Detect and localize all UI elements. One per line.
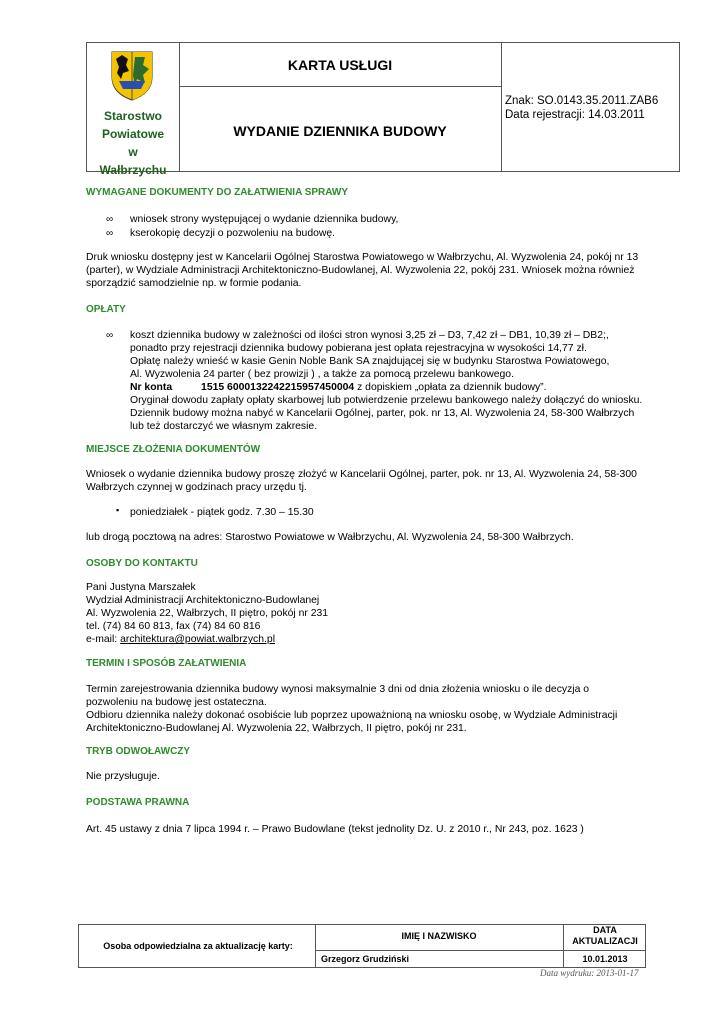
podstawa-text: Art. 45 ustawy z dnia 7 lipca 1994 r. – Prawo Budowlane (tekst jednolity Dz. U. z 2010 r., Nr 243, poz. 1623 )	[86, 824, 584, 835]
org-line-4: Wałbrzychu	[99, 163, 167, 177]
coat-of-arms-icon	[109, 49, 155, 101]
text-line: Al. Wyzwolenia 24 parter ( bez prowizji ) , a także za pomocą przelewu bankowego.	[130, 369, 514, 380]
text-line: Wałbrzych czynnej w godzinach pracy urzędu tj.	[86, 482, 307, 493]
text-line: Al. Wyzwolenia 22, Wałbrzych, II piętro, pokój nr 231	[86, 608, 329, 619]
print-date: Data wydruku: 2013-01-17	[540, 968, 639, 978]
email-label: e-mail:	[86, 634, 121, 645]
bullet-icon: ∞	[106, 228, 114, 239]
account-label: Nr konta	[130, 382, 173, 393]
header-meta	[505, 94, 658, 122]
org-line-1: Starostwo	[103, 109, 162, 123]
square-bullet-icon: ▪	[116, 505, 120, 515]
account-number: 1515 6000132242215957450004	[201, 382, 355, 393]
text-line: sporządzić samodzielnie np. w formie podania.	[86, 278, 302, 289]
text-line: Opłatę należy wnieść w kasie Genin Noble Bank SA znajdującej się w budynku Starostwa Powiatowego,	[130, 356, 610, 367]
header-table	[86, 42, 680, 177]
bullet-icon: ∞	[106, 330, 114, 341]
section-heading-miejsce: MIEJSCE ZŁOŻENIA DOKUMENTÓW	[86, 444, 261, 455]
list-item: wniosek strony występującej o wydanie dziennika budowy,	[130, 214, 399, 225]
footer-col-name: IMIĘ I NAZWISKO	[401, 931, 477, 941]
text-line: tel. (74) 84 60 813, fax (74) 84 60 816	[86, 621, 261, 632]
account-note: z dopiskiem „opłata za dziennik budowy”.	[357, 382, 547, 393]
znak-text: Znak: SO.0143.35.2011.ZAB6	[505, 95, 659, 107]
org-line-2: Powiatowe	[101, 127, 164, 141]
registration-date: Data rejestracji: 14.03.2011	[505, 109, 645, 121]
section-heading-wymagane: WYMAGANE DOKUMENTY DO ZAŁATWIENIA SPRAWY	[86, 187, 349, 198]
text-line: pozwoleniu na budowę jest ostateczna.	[86, 697, 267, 708]
col-date-line-1: DATA	[593, 925, 617, 935]
responsible-person: Grzegorz Grudziński	[321, 954, 410, 964]
text-line: Oryginał dowodu zapłaty opłaty skarbowej lub potwierdzenie przelewu bankowego należy dołączyć do wniosku.	[130, 395, 643, 406]
bank-account-line	[130, 381, 673, 394]
section-heading-oplaty: OPŁATY	[86, 304, 126, 315]
footer-col-date	[563, 925, 647, 947]
text-line: Dziennik budowy można nabyć w Kancelarii Ogólnej, parter, pok. nr 13, Al. Wyzwolenia 24, 58-300 Wałbrzych	[130, 408, 635, 419]
header-title-cell	[179, 43, 502, 171]
text-line: koszt dziennika budowy w zależności od ilości stron wynosi 3,25 zł – D3, 7,42 zł – DB1, 10,39 zł – DB2;,	[130, 330, 609, 341]
email-link[interactable]: architektura@powiat.walbrzych.pl	[120, 634, 276, 645]
tryb-text: Nie przysługuje.	[86, 771, 160, 782]
footer-label: Osoba odpowiedzialna za aktualizację karty:	[103, 941, 293, 951]
oplaty-block	[130, 329, 673, 433]
email-line	[86, 633, 676, 646]
section-heading-podstawa: PODSTAWA PRAWNA	[86, 797, 190, 808]
text-line: Termin zarejestrowania dziennika budowy wynosi maksymalnie 3 dni od dnia złożenia wniosku o ile decyzja o	[86, 684, 590, 695]
text-line: ponadto przy rejestracji dziennika budowy pobierana jest opłata rejestracyjna w wysokości 14,77 zł.	[130, 343, 587, 354]
text-line: (parter), w Wydziale Administracji Architektoniczno-Budowlanej, Al. Wyzwolenia 22, pokój 231. Wniosek można również	[86, 265, 635, 276]
section-heading-termin: TERMIN I SPOSÓB ZAŁATWIENIA	[86, 658, 247, 669]
text-line: Wniosek o wydanie dziennika budowy proszę złożyć w Kancelarii Ogólnej, parter, pok. nr 13, Al. Wyzwolenia 24, 58-300	[86, 469, 637, 480]
text-line: Odbioru dziennika należy dokonać osobiście lub poprzez upoważnioną na wniosku osobę, w Wydziale Administracji	[86, 710, 618, 721]
section-heading-osoby: OSOBY DO KONTAKTU	[86, 558, 198, 569]
text-line: lub też dostarczyć we własnym zakresie.	[130, 421, 318, 432]
wymagane-paragraph	[86, 251, 676, 290]
miejsce-paragraph	[86, 468, 676, 494]
text-line: Architektoniczno-Budowlanej Al. Wyzwolenia 22, Wałbrzych, II piętro, pokój nr 231.	[86, 723, 467, 734]
office-hours: poniedziałek - piątek godz. 7.30 – 15.30	[130, 507, 314, 518]
page-title: KARTA USŁUGI	[287, 57, 393, 73]
org-line-3: w	[128, 145, 138, 159]
section-heading-tryb: TRYB ODWOŁAWCZY	[86, 746, 191, 757]
text-line: Wydział Administracji Architektoniczno-Budowlanej	[86, 595, 320, 606]
post-address: lub drogą pocztową na adres: Starostwo Powiatowe w Wałbrzychu, Al. Wyzwolenia 24, 58-300 Wałbrzych.	[86, 532, 574, 543]
footer-table	[78, 924, 646, 968]
col-date-line-2: AKTUALIZACJI	[572, 936, 638, 946]
header-logo-cell	[87, 43, 180, 177]
termin-block	[86, 683, 676, 735]
bullet-icon: ∞	[106, 214, 114, 225]
contact-block	[86, 581, 676, 646]
service-title: WYDANIE DZIENNIKA BUDOWY	[233, 123, 447, 139]
text-line: Pani Justyna Marszałek	[86, 582, 196, 593]
list-item: kserokopię decyzji o pozwoleniu na budowę.	[130, 228, 336, 239]
update-date: 10.01.2013	[582, 954, 628, 964]
text-line: Druk wniosku dostępny jest w Kancelarii Ogólnej Starostwa Powiatowego w Wałbrzychu, Al. Wyzwolenia 24, pokój nr 13	[86, 252, 639, 263]
